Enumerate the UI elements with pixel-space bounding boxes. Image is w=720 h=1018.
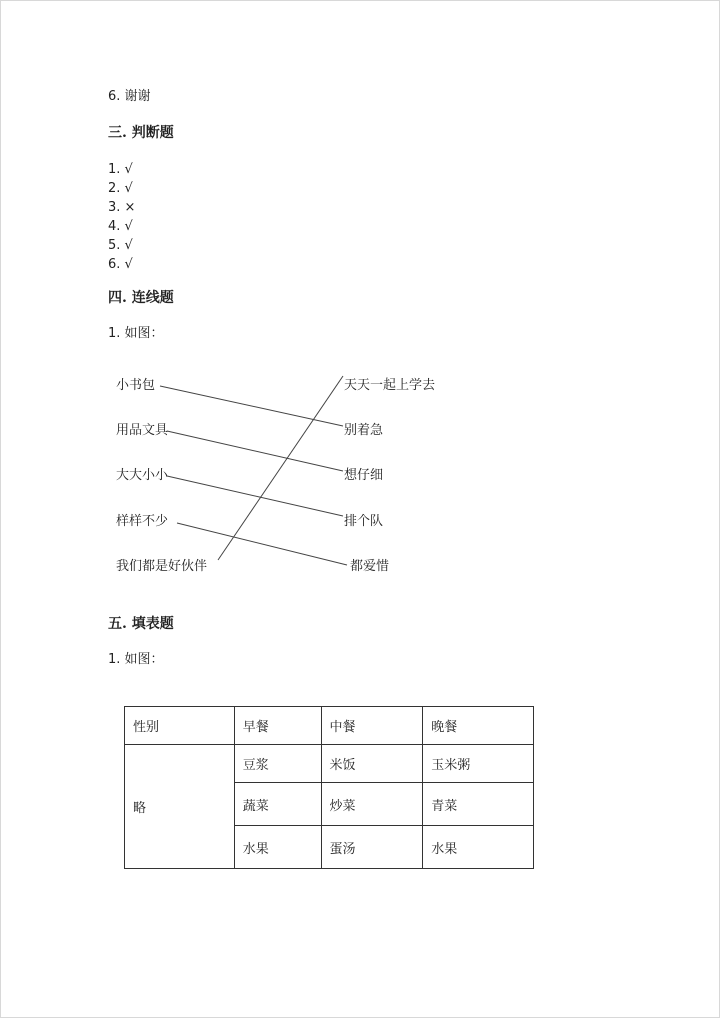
- match-right-item: 别着急: [344, 423, 384, 438]
- meal-table: [124, 706, 534, 869]
- table-cell: 蛋汤: [321, 826, 423, 869]
- match-left-item: 大大小小: [116, 468, 169, 483]
- table-header-cell: 性别: [125, 707, 235, 745]
- table-header-cell: 早餐: [234, 707, 321, 745]
- match-right-item: 天天一起上学去: [344, 378, 436, 393]
- match-line-5: [218, 376, 343, 560]
- table-header-row: [125, 707, 534, 745]
- table-cell: 玉米粥: [423, 745, 534, 783]
- match-left-item: 小书包: [116, 378, 156, 393]
- table-cell: 米饭: [321, 745, 423, 783]
- table-header-cell: 中餐: [321, 707, 423, 745]
- match-line-2: [167, 431, 343, 471]
- match-right-item: 排个队: [344, 514, 384, 529]
- match-left-item: 我们都是好伙伴: [116, 559, 208, 574]
- section-3-heading: 三. 判断题: [108, 125, 174, 141]
- section-4-intro: 1. 如图：: [108, 326, 164, 341]
- section-4-heading: 四. 连线题: [108, 290, 174, 306]
- judge-answer: 4. √: [108, 219, 133, 234]
- table-cell: 水果: [234, 826, 321, 869]
- table-cell: 炒菜: [321, 783, 423, 826]
- table-header-cell: 晚餐: [423, 707, 534, 745]
- section-5-intro: 1. 如图：: [108, 652, 164, 667]
- match-right-item: 想仔细: [344, 468, 384, 483]
- match-left-item: 样样不少: [116, 514, 169, 529]
- judge-answer: 3. ×: [108, 200, 136, 215]
- match-left-item: 用品文具: [116, 423, 169, 438]
- matching-diagram: [0, 360, 720, 590]
- judge-answer: 5. √: [108, 238, 133, 253]
- match-line-1: [160, 386, 343, 426]
- table-cell: 水果: [423, 826, 534, 869]
- match-right-item: 都爱惜: [350, 559, 390, 574]
- match-line-3: [167, 476, 343, 516]
- judge-answer: 2. √: [108, 181, 133, 196]
- answer-item-6-prev: 6. 谢谢: [108, 89, 151, 104]
- table-row: [125, 745, 534, 783]
- judge-answer: 6. √: [108, 257, 133, 272]
- judge-answer: 1. √: [108, 162, 133, 177]
- section-5-heading: 五. 填表题: [108, 616, 174, 632]
- judge-answer-list: [108, 160, 135, 274]
- table-cell: 豆浆: [234, 745, 321, 783]
- table-cell: 蔬菜: [234, 783, 321, 826]
- table-merged-cell: 略: [125, 745, 235, 869]
- table-cell: 青菜: [423, 783, 534, 826]
